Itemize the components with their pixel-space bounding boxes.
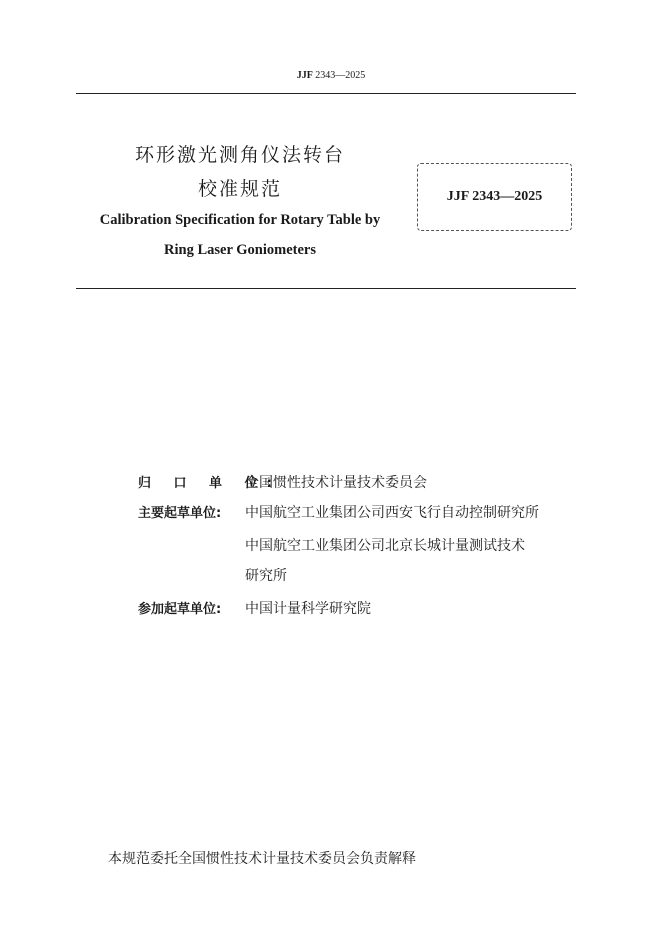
- participating-unit-label: 参加起草单位:: [138, 602, 222, 617]
- top-divider: [76, 93, 576, 94]
- interpretation-note: 本规范委托全国惯性技术计量技术委员会负责解释: [108, 851, 416, 867]
- main-drafting-unit-value-1: 中国航空工业集团公司西安飞行自动控制研究所: [245, 505, 539, 521]
- main-drafting-unit-row-2: [138, 535, 525, 555]
- header-code-prefix: JJF: [296, 70, 313, 81]
- english-title-line-1: Calibration Specification for Rotary Table by: [99, 212, 381, 228]
- chinese-title-line-2: 校准规范: [197, 178, 282, 200]
- participating-unit-value: 中国计量科学研究院: [245, 601, 371, 617]
- main-drafting-unit-value-3: 研究所: [245, 568, 287, 584]
- chinese-title-line-1: 环形激光测角仪法转台: [134, 144, 345, 166]
- responsible-unit-label: 归 口 单 位:: [138, 476, 281, 491]
- main-drafting-unit-label: 主要起草单位:: [138, 506, 222, 521]
- responsible-unit-row: [138, 472, 427, 492]
- header-code-number: 2343—2025: [312, 70, 366, 81]
- english-title-line-2: Ring Laser Goniometers: [164, 242, 316, 258]
- specification-code-box: JJF 2343—2025: [417, 163, 572, 231]
- main-drafting-unit-row: [138, 502, 539, 522]
- main-drafting-unit-row-3: [138, 565, 287, 585]
- responsible-unit-value: 全国惯性技术计量技术委员会: [245, 475, 427, 491]
- document-code-header: [0, 70, 662, 81]
- main-drafting-unit-value-2: 中国航空工业集团公司北京长城计量测试技术: [245, 538, 525, 554]
- bottom-divider: [76, 288, 576, 289]
- participating-unit-row: [138, 598, 371, 618]
